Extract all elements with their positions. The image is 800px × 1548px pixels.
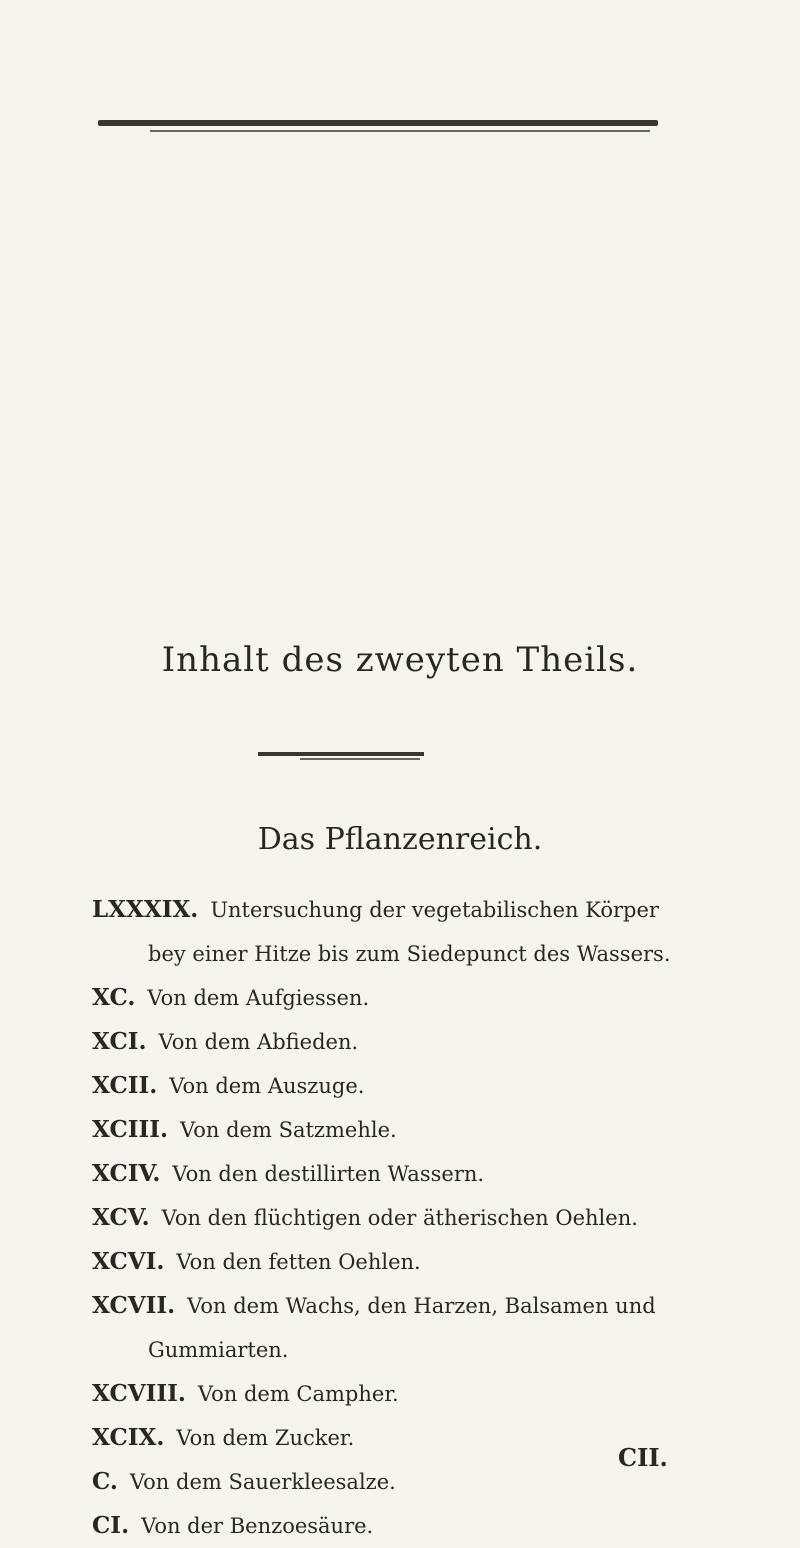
toc-entry [92, 1152, 732, 1196]
chapter-number: LXXXIX. [92, 896, 199, 923]
chapter-number: XC. [92, 984, 136, 1011]
chapter-title: Von dem Auszuge. [169, 1074, 365, 1098]
toc-entry [92, 976, 732, 1020]
toc-entry [92, 1064, 732, 1108]
chapter-title: Von dem Satzmehle. [180, 1118, 397, 1142]
toc-entry [92, 1372, 732, 1416]
chapter-title: Von dem Campher. [197, 1382, 399, 1406]
top-rule-thin [150, 130, 650, 132]
toc-entry-continuation: Gummiarten. [148, 1338, 289, 1362]
toc-entry [92, 1196, 732, 1240]
chapter-title: Von der Benzoesäure. [141, 1514, 374, 1538]
chapter-number: XCI. [92, 1028, 147, 1055]
chapter-title: Von dem Sauerkleesalze. [129, 1470, 396, 1494]
toc-entry [92, 1020, 732, 1064]
page-title: Inhalt des zweyten Theils. [161, 640, 639, 680]
toc-entry [92, 1108, 732, 1152]
chapter-number: XCIX. [92, 1424, 165, 1451]
toc-entry-continuation: bey einer Hitze bis zum Siedepunct des Wassers. [148, 942, 671, 966]
chapter-title: Von den destillirten Wassern. [172, 1162, 485, 1186]
chapter-title: Von den flüchtigen oder ätherischen Oehlen. [161, 1206, 638, 1230]
toc-entry [92, 1284, 732, 1328]
chapter-title: Von dem Zucker. [176, 1426, 355, 1450]
top-rule [98, 120, 658, 126]
chapter-number: XCV. [92, 1204, 150, 1231]
chapter-title: Von dem Aufgiessen. [147, 986, 370, 1010]
chapter-title: Von dem Abfieden. [158, 1030, 359, 1054]
toc-entry [92, 1240, 732, 1284]
toc-entry [92, 888, 732, 932]
chapter-number: XCIII. [92, 1116, 169, 1143]
toc-entry [92, 1504, 732, 1548]
chapter-title: Von den fetten Oehlen. [176, 1250, 421, 1274]
divider-rule-thin [300, 758, 420, 760]
chapter-number: C. [92, 1468, 118, 1495]
catchword: CII. [618, 1443, 668, 1472]
chapter-number: CI. [92, 1512, 130, 1539]
chapter-number: XCII. [92, 1072, 158, 1099]
chapter-title: Von dem Wachs, den Harzen, Balsamen und [187, 1294, 656, 1318]
chapter-title: Untersuchung der vegetabilischen Körper [210, 898, 659, 922]
divider-rule [258, 752, 424, 756]
chapter-number: XCIV. [92, 1160, 161, 1187]
chapter-number: XCVII. [92, 1292, 176, 1319]
section-title: Das Pflanzenreich. [257, 822, 543, 857]
chapter-number: XCVI. [92, 1248, 165, 1275]
chapter-number: XCVIII. [92, 1380, 186, 1407]
